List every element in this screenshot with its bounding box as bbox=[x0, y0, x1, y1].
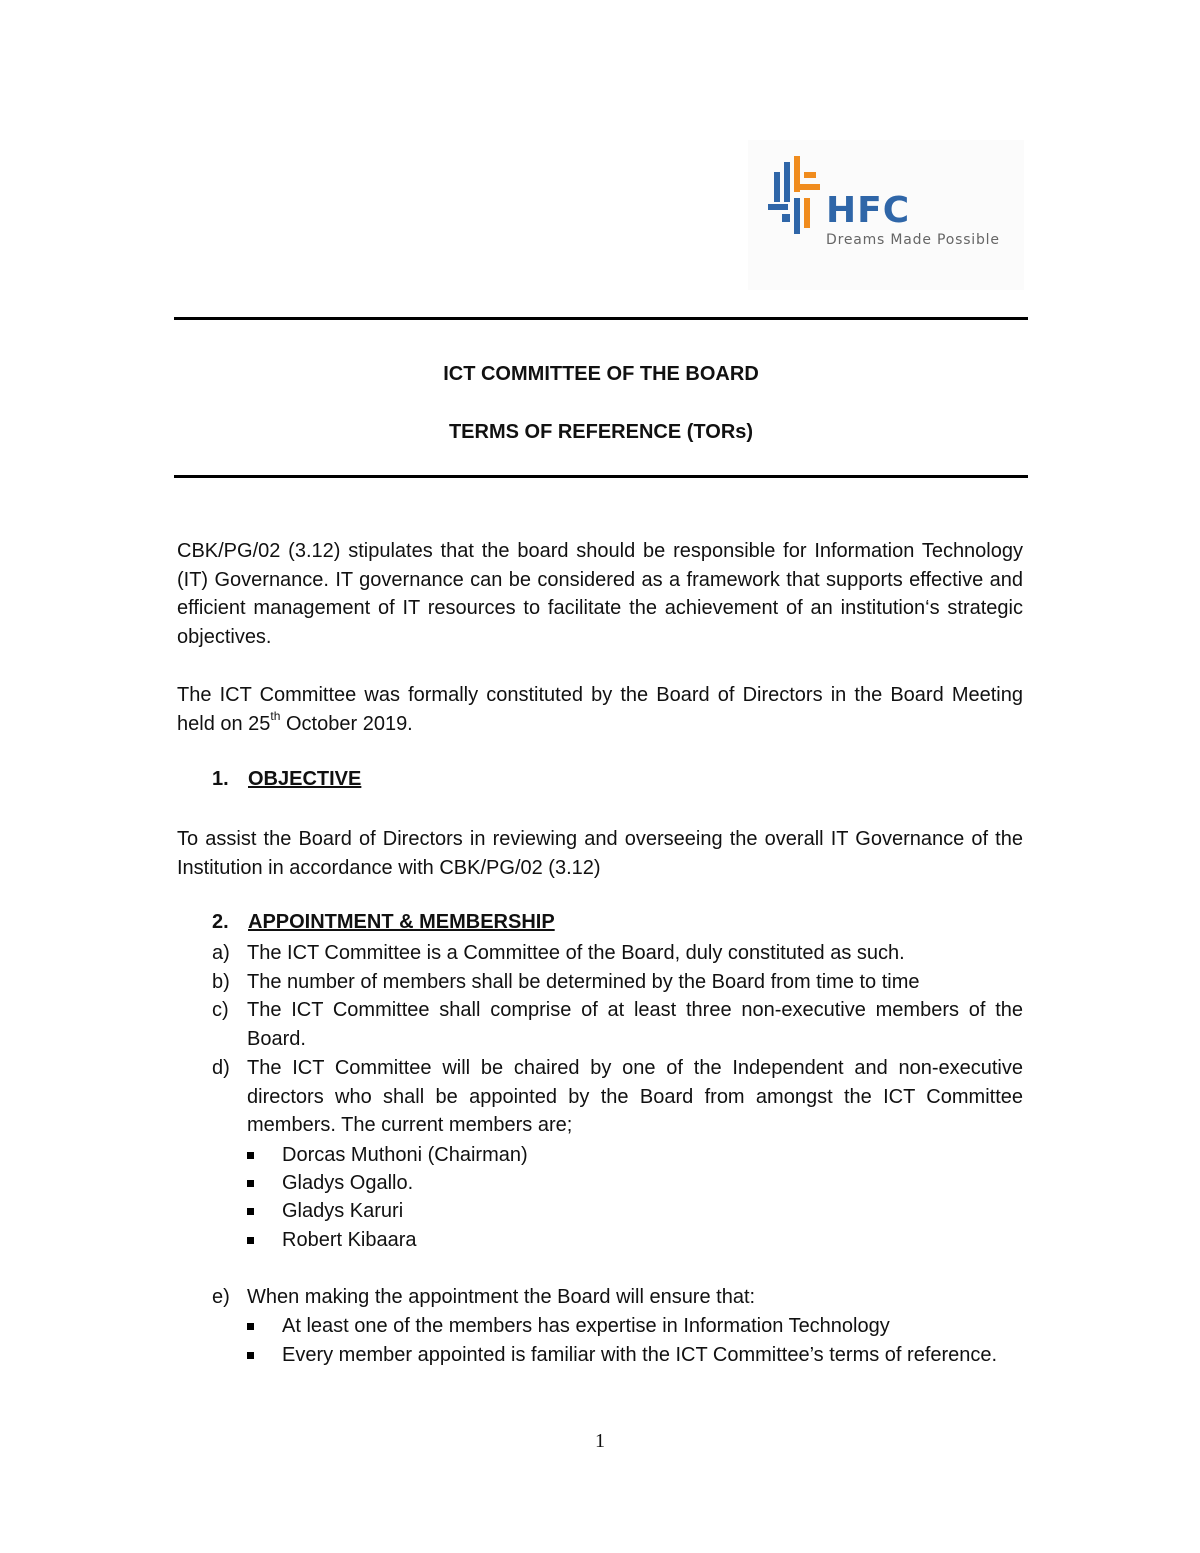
objective-text: To assist the Board of Directors in reviewing and overseeing the overall IT Governance of the Institution in accordance with CBK/PG/02 (3.12) bbox=[177, 828, 1023, 879]
item-label: d) bbox=[212, 1057, 230, 1079]
hfc-logo bbox=[748, 140, 1024, 290]
item-text: The ICT Committee shall comprise of at least three non-executive members of the Board. bbox=[247, 999, 1068, 1050]
constitution-text: The ICT Committee was formally constituted by the Board of Directors in the Board Meeting held on 25 bbox=[177, 684, 1023, 735]
section-objective-heading bbox=[212, 768, 361, 791]
list-item bbox=[212, 939, 1023, 968]
item-label: a) bbox=[212, 942, 230, 964]
top-divider bbox=[174, 317, 1028, 320]
item-text: When making the appointment the Board will ensure that: bbox=[247, 1286, 756, 1308]
member-item bbox=[247, 1169, 1023, 1198]
square-bullet-icon bbox=[247, 1237, 254, 1244]
list-item bbox=[212, 1054, 1023, 1140]
hfc-logo-icon bbox=[766, 154, 826, 244]
document-subtitle: TERMS OF REFERENCE (TORs) bbox=[448, 421, 754, 443]
section-appointment-heading bbox=[212, 911, 555, 934]
logo-wordmark: HFC bbox=[826, 190, 911, 231]
item-text: The ICT Committee will be chaired by one of the Independent and non-executive directors who shall be appointed by the Board from amongst the ICT Committee members. The current members are; bbox=[247, 1057, 1023, 1136]
section-title: OBJECTIVE bbox=[248, 768, 362, 790]
page-number: 1 bbox=[595, 1430, 605, 1452]
ordinal-suffix: th bbox=[270, 708, 281, 723]
constitution-paragraph bbox=[177, 681, 1023, 738]
ensure-item bbox=[247, 1312, 1023, 1341]
bottom-divider bbox=[174, 475, 1028, 478]
square-bullet-icon bbox=[247, 1352, 254, 1359]
item-text: The number of members shall be determined by the Board from time to time bbox=[247, 971, 920, 993]
item-text: The ICT Committee is a Committee of the Board, duly constituted as such. bbox=[247, 942, 905, 964]
member-name: Gladys Karuri bbox=[282, 1200, 404, 1222]
list-item bbox=[212, 968, 1023, 997]
member-item bbox=[247, 1197, 1023, 1226]
ensure-item bbox=[247, 1341, 1023, 1370]
list-item bbox=[212, 996, 1068, 1053]
section-title: APPOINTMENT & MEMBERSHIP bbox=[248, 911, 555, 933]
section-number: 2. bbox=[212, 911, 229, 933]
member-item bbox=[247, 1226, 1023, 1255]
intro-paragraph: CBK/PG/02 (3.12) stipulates that the board should be responsible for Information Technology (IT) Governance. IT governance can be considered as a framework that supports effective and efficient management of IT resources to facilitate the achievement of an institution‘s strategic objectives. bbox=[177, 540, 1023, 648]
square-bullet-icon bbox=[247, 1208, 254, 1215]
item-label: b) bbox=[212, 971, 230, 993]
logo-tagline: Dreams Made Possible bbox=[826, 232, 1000, 248]
document-title: ICT COMMITTEE OF THE BOARD bbox=[443, 363, 759, 385]
square-bullet-icon bbox=[247, 1180, 254, 1187]
square-bullet-icon bbox=[247, 1323, 254, 1330]
member-name: Gladys Ogallo. bbox=[282, 1172, 414, 1194]
member-name: Dorcas Muthoni (Chairman) bbox=[282, 1144, 528, 1166]
section-number: 1. bbox=[212, 768, 229, 790]
ensure-text: At least one of the members has expertise in Information Technology bbox=[282, 1315, 890, 1337]
item-label: e) bbox=[212, 1286, 230, 1308]
list-item bbox=[212, 1283, 1023, 1312]
item-label: c) bbox=[212, 999, 229, 1021]
square-bullet-icon bbox=[247, 1152, 254, 1159]
constitution-date: October 2019. bbox=[280, 712, 413, 735]
member-item bbox=[247, 1141, 1023, 1170]
member-name: Robert Kibaara bbox=[282, 1229, 417, 1251]
ensure-text: Every member appointed is familiar with the ICT Committee’s terms of reference. bbox=[282, 1344, 998, 1366]
